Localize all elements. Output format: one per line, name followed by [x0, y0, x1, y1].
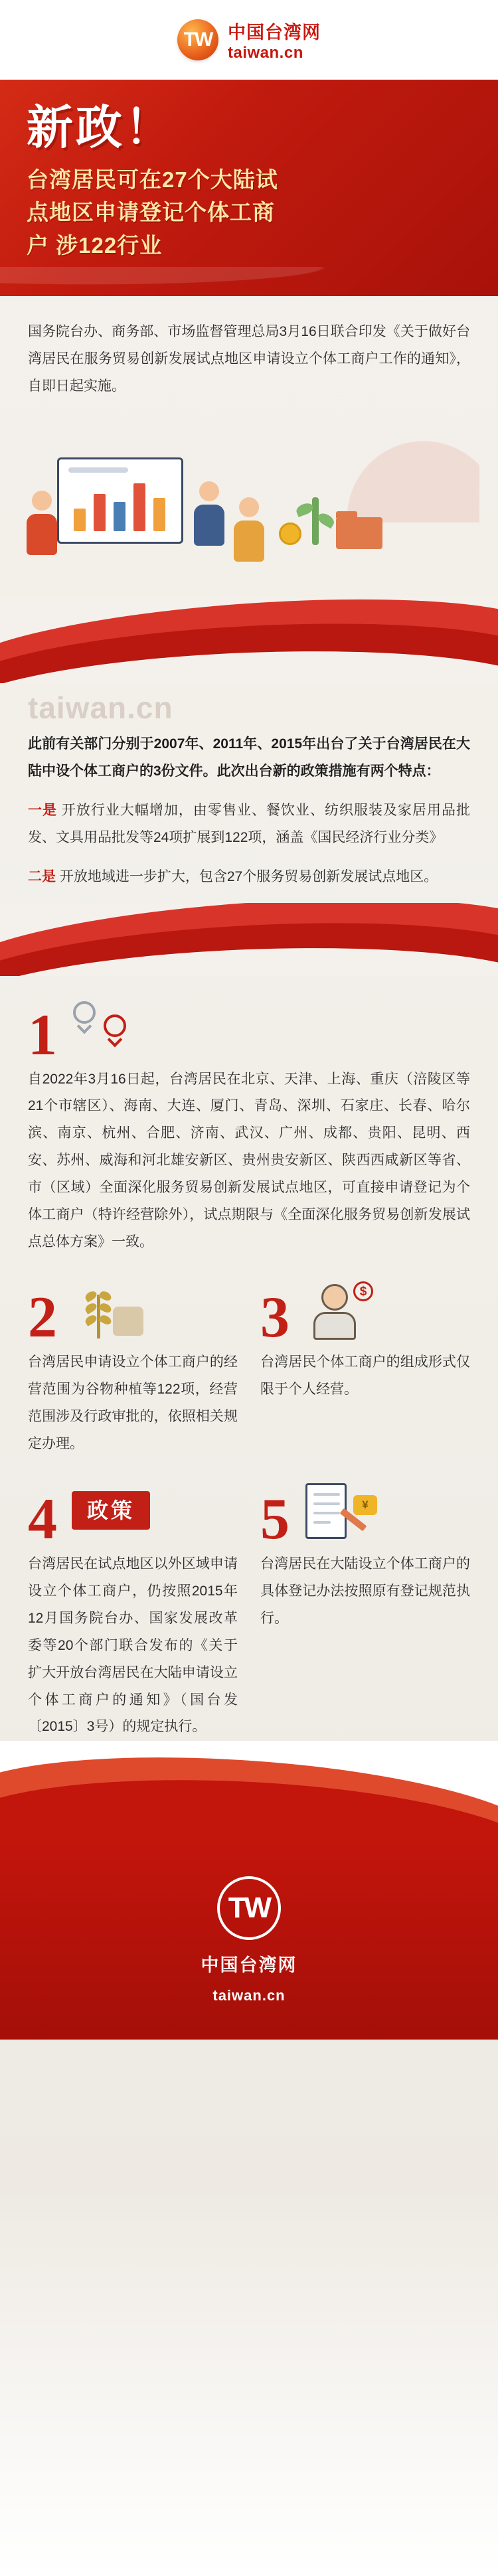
page-header [0, 0, 498, 80]
title-banner [0, 80, 498, 296]
person-illustration-icon [194, 481, 224, 554]
wheat-sack-icon [69, 1280, 149, 1344]
body-paragraph-1: 此前有关部门分别于2007年、2011年、2015年出台了关于台湾居民在大陆中设个体工商户的3份文件。此次出台新的政策措施有两个特点： [28, 736, 470, 779]
body-section [0, 731, 498, 891]
document-pen-money-icon: ¥ [301, 1482, 381, 1546]
point-row-2-3 [0, 1275, 498, 1458]
mountain-decoration-icon [340, 423, 479, 523]
footer-wave-divider [0, 1741, 498, 1840]
point-header-1 [28, 993, 470, 1068]
headline-subtitle [27, 163, 471, 262]
brand-name-cn: 中国台湾网 [228, 22, 321, 42]
feature-text-1: 开放行业大幅增加，由零售业、餐饮业、纺织服装及家居用品批发、文具用品批发等24项扩展到122项，涵盖《国民经济行业分类》 [28, 802, 470, 845]
body-paragraph-2 [28, 797, 470, 852]
folder-icon [336, 517, 382, 549]
point-text-2: 台湾居民申请设立个体工商户的经营范围为谷物种植等122项，经营范围涉及行政审批的，依照相关规定办理。 [28, 1354, 238, 1451]
point-number-2: 2 [28, 1285, 57, 1350]
point-number-1: 1 [28, 1003, 57, 1068]
point-header-5 [260, 1477, 470, 1552]
red-wave-divider [0, 597, 498, 683]
feature-label-2: 二是 [28, 868, 56, 884]
subtitle-line-3: 户 涉122行业 [27, 232, 163, 258]
taiwan-cn-logo-icon: TW [177, 19, 218, 60]
taiwan-cn-logo-icon: TW [217, 1876, 281, 1940]
footer-brand-cn: 中国台湾网 [201, 1955, 297, 1975]
point-header-4 [28, 1477, 238, 1552]
brand-text [228, 18, 321, 62]
hero-illustration [0, 418, 498, 597]
headline-title: 新政！ [27, 102, 174, 153]
body-paragraph-3 [28, 864, 470, 891]
bar-chart-icon [57, 457, 183, 544]
feature-label-1: 一是 [28, 802, 58, 818]
location-pin-icon [69, 999, 149, 1062]
lead-paragraph: 国务院台办、商务部、市场监督管理总局3月16日联合印发《关于做好台湾居民在服务贸易创新发展试点地区申请设立个体工商户工作的通知》，自即日起实施。 [28, 324, 470, 394]
brand-logo[interactable] [177, 18, 321, 62]
brand-name-en: taiwan.cn [228, 43, 303, 62]
subtitle-line-2: 点地区申请登记个体工商 [27, 200, 275, 224]
point-item-5 [260, 1477, 470, 1741]
lead-paragraph-section [0, 296, 498, 407]
subtitle-line-1: 台湾居民可在27个大陆试 [27, 167, 278, 192]
point-number-3: 3 [260, 1285, 290, 1350]
watermark-text: taiwan.cn [28, 690, 173, 725]
plant-icon [312, 497, 319, 545]
point-item-3 [260, 1275, 470, 1458]
point-text-5: 台湾居民在大陆设立个体工商户的具体登记办法按照原有登记规范执行。 [260, 1556, 470, 1626]
point-header-3 [260, 1275, 470, 1350]
feature-text-2: 开放地域进一步扩大，包含27个服务贸易创新发展试点地区。 [56, 868, 438, 884]
point-item-2 [28, 1275, 238, 1458]
footer-brand-en: taiwan.cn [212, 1986, 286, 2004]
point-text-4: 台湾居民在试点地区以外区域申请设立个体工商户，仍按照2015年12月国务院台办、国家发展改革委等20个部门联合发布的《关于扩大开放台湾居民在大陆申请设立个体工商户的通知》（国台发〔2015〕3号）的规定执行。 [28, 1556, 238, 1735]
point-number-4: 4 [28, 1487, 57, 1552]
point-header-2 [28, 1275, 238, 1350]
coin-icon [279, 523, 301, 545]
point-item-4 [28, 1477, 238, 1741]
page-footer [0, 1840, 498, 2040]
person-illustration-icon [234, 497, 264, 570]
policy-stamp-icon: 政策 [69, 1482, 149, 1546]
person-illustration-icon [27, 491, 57, 564]
point-text-3: 台湾居民个体工商户的组成形式仅限于个人经营。 [260, 1354, 470, 1397]
point-row-4-5 [0, 1477, 498, 1741]
point-item-1 [0, 993, 498, 1257]
person-dollar-icon: $ [301, 1280, 381, 1344]
point-number-5: 5 [260, 1487, 290, 1552]
point-text-1: 自2022年3月16日起，台湾居民在北京、天津、上海、重庆（涪陵区等21个市辖区）、海南、大连、厦门、青岛、深圳、石家庄、长春、哈尔滨、南京、杭州、合肥、济南、武汉、广州、成都、贵阳、昆明、西安、苏州、威海和河北雄安新区、贵州贵安新区、陕西西咸新区等省、市（区域）全面深化服务贸易创新发展试点地区，可直接申请登记为个体工商户（特许经营除外），试点期限与《全面深化服务贸易创新发展试点总体方案》一致。 [28, 1071, 470, 1250]
red-wave-divider-2 [0, 903, 498, 976]
